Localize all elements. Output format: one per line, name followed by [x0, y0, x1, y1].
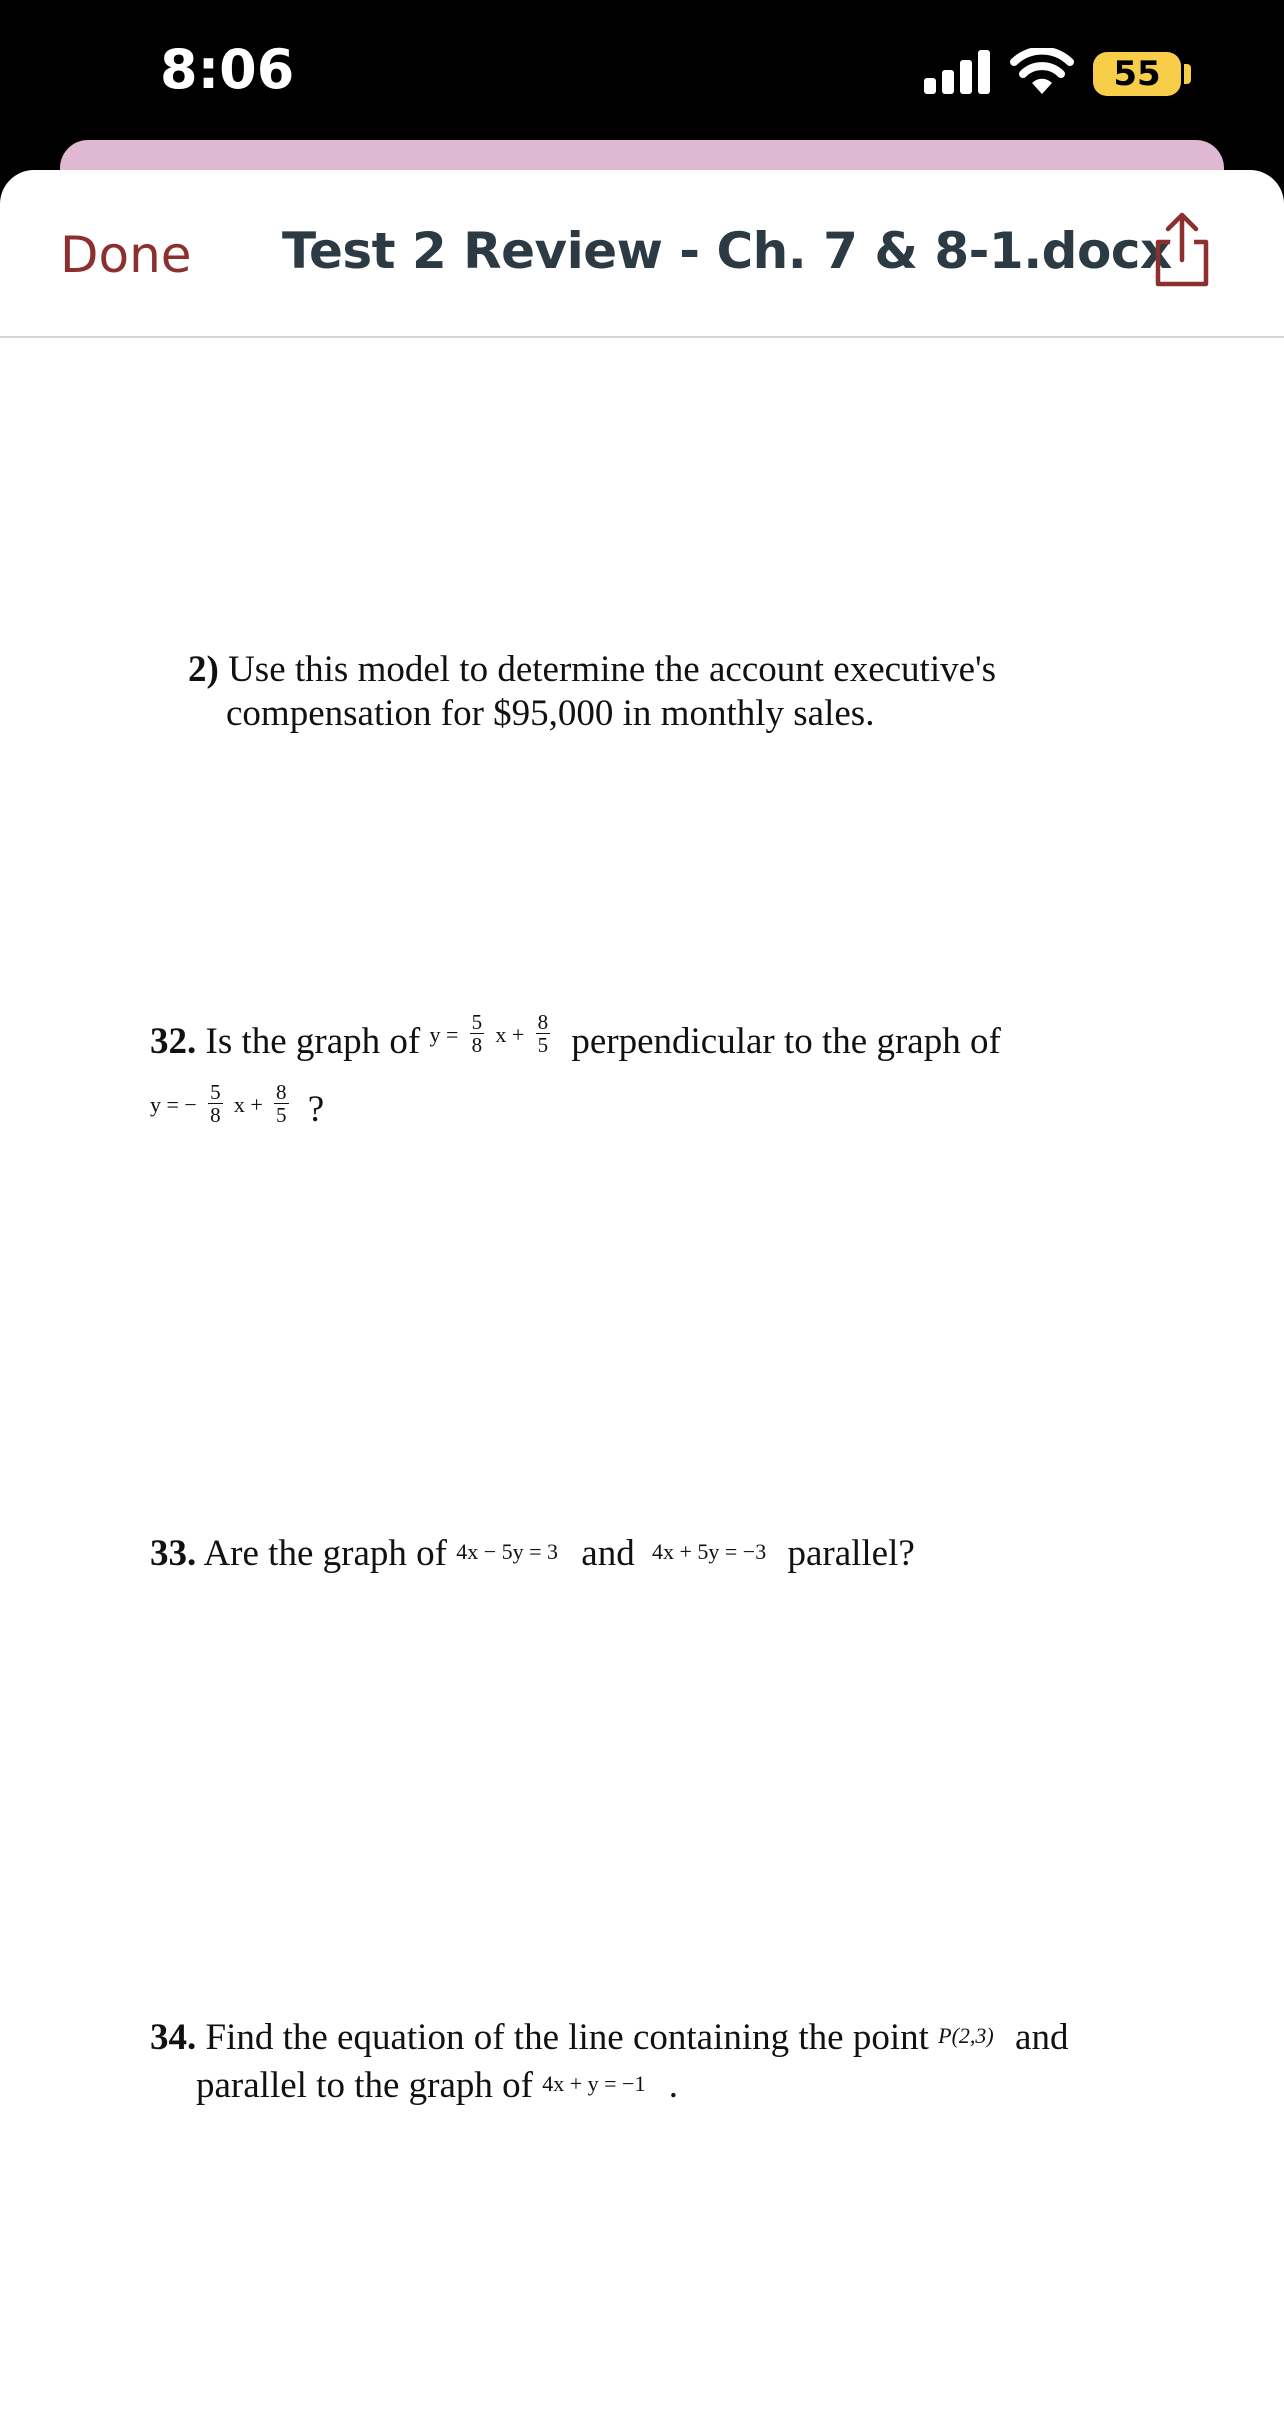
document-viewer-sheet	[0, 170, 1284, 2432]
question-text: Are the graph of	[196, 1533, 457, 1574]
point-label: P(2,3)	[938, 2023, 994, 2048]
equation: 4x + 5y = −3	[651, 1539, 767, 1564]
equation-part: y =	[429, 1021, 459, 1047]
battery-indicator: 55	[1093, 52, 1181, 96]
fraction	[470, 1011, 485, 1056]
cellular-signal-icon	[924, 50, 994, 94]
question-text: parallel?	[787, 1533, 915, 1574]
fraction	[274, 1081, 289, 1126]
denominator: 8	[471, 1032, 483, 1057]
document-page	[0, 336, 1284, 2432]
wifi-icon	[1010, 48, 1074, 94]
equation-part: x +	[233, 1091, 263, 1117]
denominator: 8	[210, 1102, 221, 1127]
question-2-line-2: compensation for $95,000 in monthly sales.	[226, 693, 875, 734]
fraction	[536, 1011, 551, 1056]
denominator: 5	[276, 1102, 287, 1127]
denominator: 5	[537, 1032, 549, 1057]
numerator: 5	[471, 1009, 483, 1034]
question-text: ?	[307, 1089, 325, 1130]
numerator: 8	[537, 1009, 549, 1034]
question-text: parallel to the graph of	[196, 2065, 543, 2106]
equation	[150, 1071, 291, 1135]
question-text: .	[668, 2065, 678, 2106]
question-number: 34.	[150, 2017, 197, 2058]
question-34-line-1	[150, 2016, 1068, 2064]
question-number: 32.	[150, 1021, 197, 1062]
fraction	[208, 1081, 223, 1126]
question-text: perpendicular to the graph of	[571, 1021, 1001, 1062]
question-text: and	[581, 1533, 635, 1574]
battery-nub	[1184, 64, 1191, 84]
numerator: 8	[276, 1079, 287, 1104]
numerator: 5	[210, 1079, 221, 1104]
equation	[430, 1001, 553, 1065]
question-33	[150, 1532, 915, 1580]
question-text: and	[1015, 2017, 1069, 2058]
question-text: Find the equation of the line containing the point	[196, 2017, 939, 2058]
status-bar	[0, 0, 1284, 150]
question-text: Is the graph of	[196, 1021, 430, 1062]
question-text: Use this model to determine the account executive's	[218, 649, 997, 690]
question-32-line-2	[150, 1080, 324, 1145]
navigation-bar	[0, 170, 1284, 338]
equation-part: x +	[495, 1021, 525, 1047]
document-title: Test 2 Review - Ch. 7 & 8-1.docx	[282, 222, 1172, 280]
question-32-line-1	[150, 1009, 1001, 1077]
status-time: 8:06	[160, 38, 295, 101]
done-button[interactable]: Done	[60, 226, 192, 284]
question-34-line-2	[196, 2064, 678, 2112]
question-number: 2)	[188, 649, 219, 690]
question-number: 33.	[150, 1533, 197, 1574]
share-icon[interactable]	[1150, 212, 1214, 288]
equation-part: y = −	[150, 1091, 197, 1117]
equation: 4x + y = −1	[542, 2071, 646, 2096]
equation: 4x − 5y = 3	[456, 1539, 559, 1564]
question-2-line-1	[188, 648, 996, 692]
